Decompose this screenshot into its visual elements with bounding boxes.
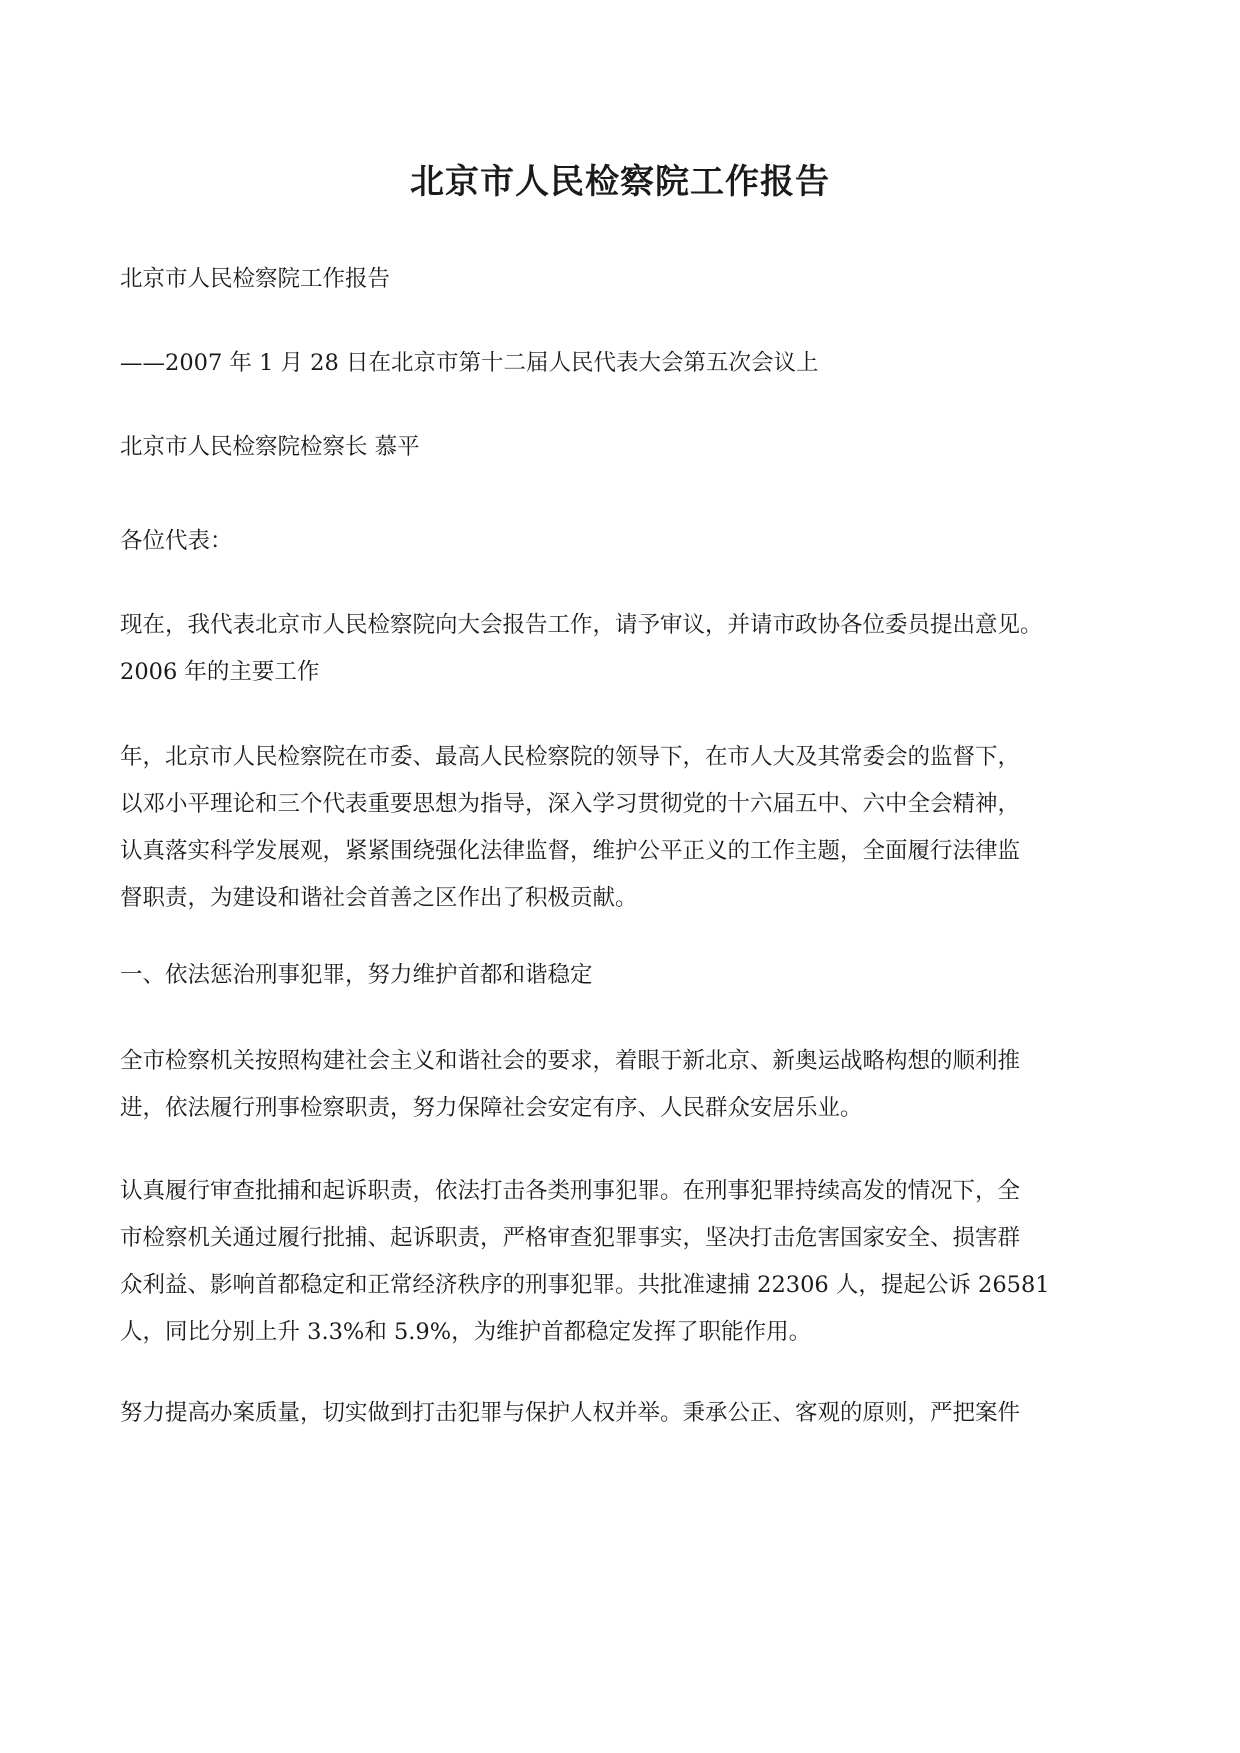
summary-line: 认真落实科学发展观，紧紧围绕强化法律监督，维护公平正义的工作主题，全面履行法律监: [120, 838, 1021, 864]
summary-line: 年，北京市人民检察院在市委、最高人民检察院的领导下，在市人大及其常委会的监督下，: [120, 744, 1021, 770]
intro-paragraph: [120, 602, 1120, 696]
paragraph-line: 市检察机关通过履行批捕、起诉职责，严格审查犯罪事实，坚决打击危害国家安全、损害群: [120, 1225, 1021, 1251]
paragraph-line: 众利益、影响首都稳定和正常经济秩序的刑事犯罪。共批准逮捕 22306 人，提起公诉 26581: [120, 1272, 1050, 1298]
author-line: 北京市人民检察院检察长 慕平: [120, 434, 420, 460]
paragraph-line: 努力提高办案质量，切实做到打击犯罪与保护人权并举。秉承公正、客观的原则，严把案件: [120, 1400, 1021, 1426]
summary-paragraph: [120, 734, 1120, 922]
section-1-paragraph-1: [120, 1038, 1120, 1132]
summary-line: 以邓小平理论和三个代表重要思想为指导，深入学习贯彻党的十六届五中、六中全会精神，: [120, 791, 1021, 817]
section-1-paragraph-3: [120, 1390, 1120, 1437]
document-title: 北京市人民检察院工作报告: [410, 162, 830, 202]
summary-line: 督职责，为建设和谐社会首善之区作出了积极贡献。: [120, 885, 638, 911]
paragraph-line: 认真履行审查批捕和起诉职责，依法打击各类刑事犯罪。在刑事犯罪持续高发的情况下，全: [120, 1178, 1021, 1204]
salutation: 各位代表：: [120, 528, 233, 554]
subtitle: 北京市人民检察院工作报告: [120, 266, 391, 292]
paragraph-line: 全市检察机关按照构建社会主义和谐社会的要求，着眼于新北京、新奥运战略构想的顺利推: [120, 1048, 1021, 1074]
paragraph-line: 进，依法履行刑事检察职责，努力保障社会安定有序、人民群众安居乐业。: [120, 1095, 863, 1121]
paragraph-line: 人，同比分别上升 3.3%和 5.9%，为维护首都稳定发挥了职能作用。: [120, 1319, 812, 1345]
intro-line: 现在，我代表北京市人民检察院向大会报告工作，请予审议，并请市政协各位委员提出意见。: [120, 612, 1043, 638]
section-1-paragraph-2: [120, 1168, 1120, 1356]
intro-line: 2006 年的主要工作: [120, 659, 320, 685]
section-1-heading: 一、依法惩治刑事犯罪，努力维护首都和谐稳定: [120, 962, 593, 988]
meeting-line: ——2007 年 1 月 28 日在北京市第十二届人民代表大会第五次会议上: [120, 350, 819, 376]
